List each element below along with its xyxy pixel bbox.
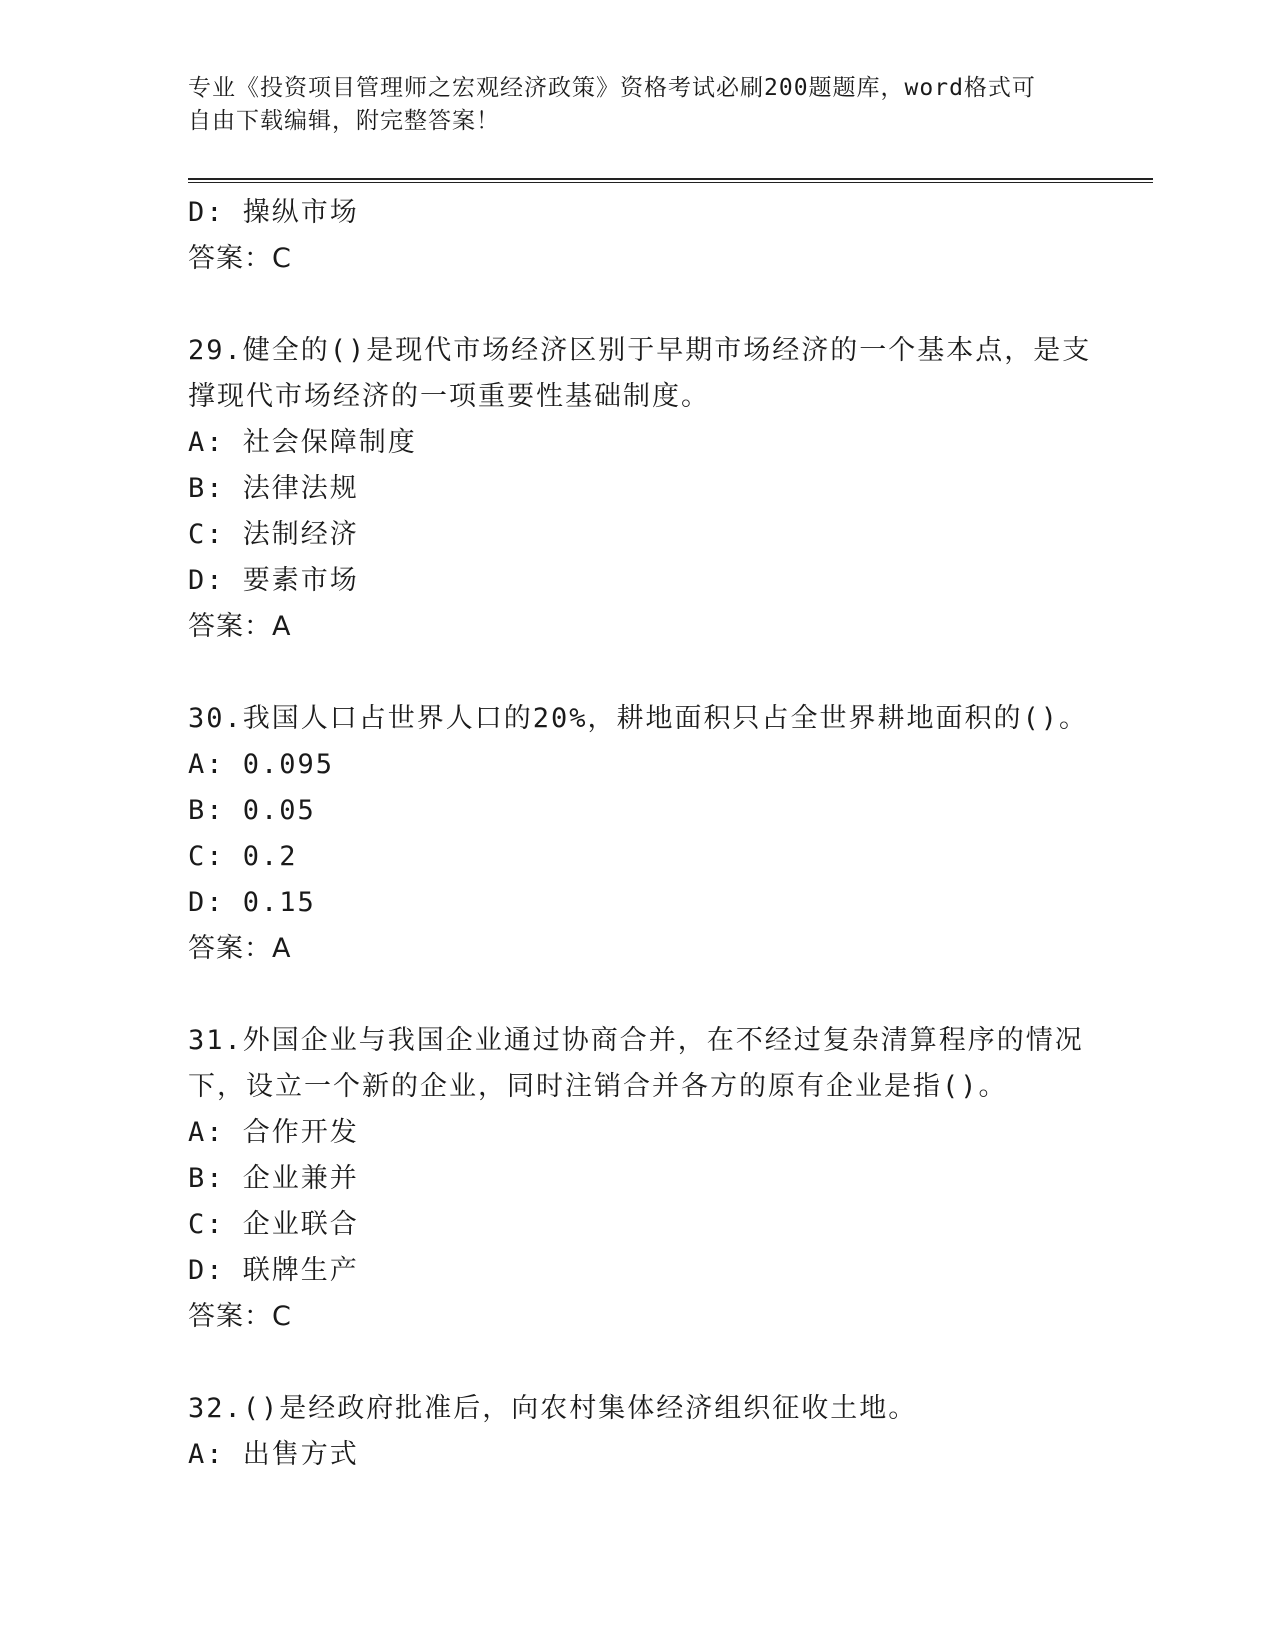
option-b: B: 法律法规 bbox=[188, 473, 359, 504]
question-text: 32.()是经政府批准后，向农村集体经济组织征收土地。 bbox=[188, 1393, 918, 1424]
question-30 bbox=[188, 696, 1088, 972]
document-body bbox=[188, 190, 1092, 1478]
option-a: A: 合作开发 bbox=[188, 1117, 359, 1148]
document-header bbox=[188, 72, 1088, 138]
option-b: B: 0.05 bbox=[188, 795, 316, 826]
spacer bbox=[188, 282, 1088, 328]
spacer bbox=[188, 972, 1088, 1018]
option-a: A: 社会保障制度 bbox=[188, 427, 417, 458]
question-31 bbox=[188, 1018, 1088, 1340]
option-d: D: 操纵市场 bbox=[188, 197, 359, 228]
option-a: A: 出售方式 bbox=[188, 1439, 359, 1470]
question-text: 30.我国人口占世界人口的20%，耕地面积只占全世界耕地面积的()。 bbox=[188, 703, 1089, 734]
header-line-2: 自由下载编辑，附完整答案！ bbox=[188, 108, 500, 134]
option-a: A: 0.095 bbox=[188, 749, 335, 780]
question-text-cont: 下，设立一个新的企业，同时注销合并各方的原有企业是指()。 bbox=[188, 1071, 1008, 1102]
header-divider bbox=[188, 178, 1153, 183]
question-29 bbox=[188, 328, 1092, 650]
option-b: B: 企业兼并 bbox=[188, 1163, 359, 1194]
answer-line: 答案：C bbox=[188, 1301, 292, 1332]
answer-line: 答案：A bbox=[188, 611, 292, 642]
answer-line: 答案：C bbox=[188, 243, 292, 274]
spacer bbox=[188, 650, 1088, 696]
option-d: D: 联牌生产 bbox=[188, 1255, 359, 1286]
question-32 bbox=[188, 1386, 1088, 1478]
question-text: 29.健全的()是现代市场经济区别于早期市场经济的一个基本点，是支 bbox=[188, 335, 1092, 366]
header-line-1: 专业《投资项目管理师之宏观经济政策》资格考试必刷200题题库，word格式可 bbox=[188, 75, 1036, 101]
question-text-cont: 撑现代市场经济的一项重要性基础制度。 bbox=[188, 381, 710, 412]
question-text: 31.外国企业与我国企业通过协商合并，在不经过复杂清算程序的情况 bbox=[188, 1025, 1084, 1056]
option-d: D: 0.15 bbox=[188, 887, 316, 918]
option-c: C: 企业联合 bbox=[188, 1209, 359, 1240]
option-c: C: 0.2 bbox=[188, 841, 298, 872]
option-c: C: 法制经济 bbox=[188, 519, 359, 550]
answer-line: 答案：A bbox=[188, 933, 292, 964]
option-d: D: 要素市场 bbox=[188, 565, 359, 596]
spacer bbox=[188, 1340, 1088, 1386]
